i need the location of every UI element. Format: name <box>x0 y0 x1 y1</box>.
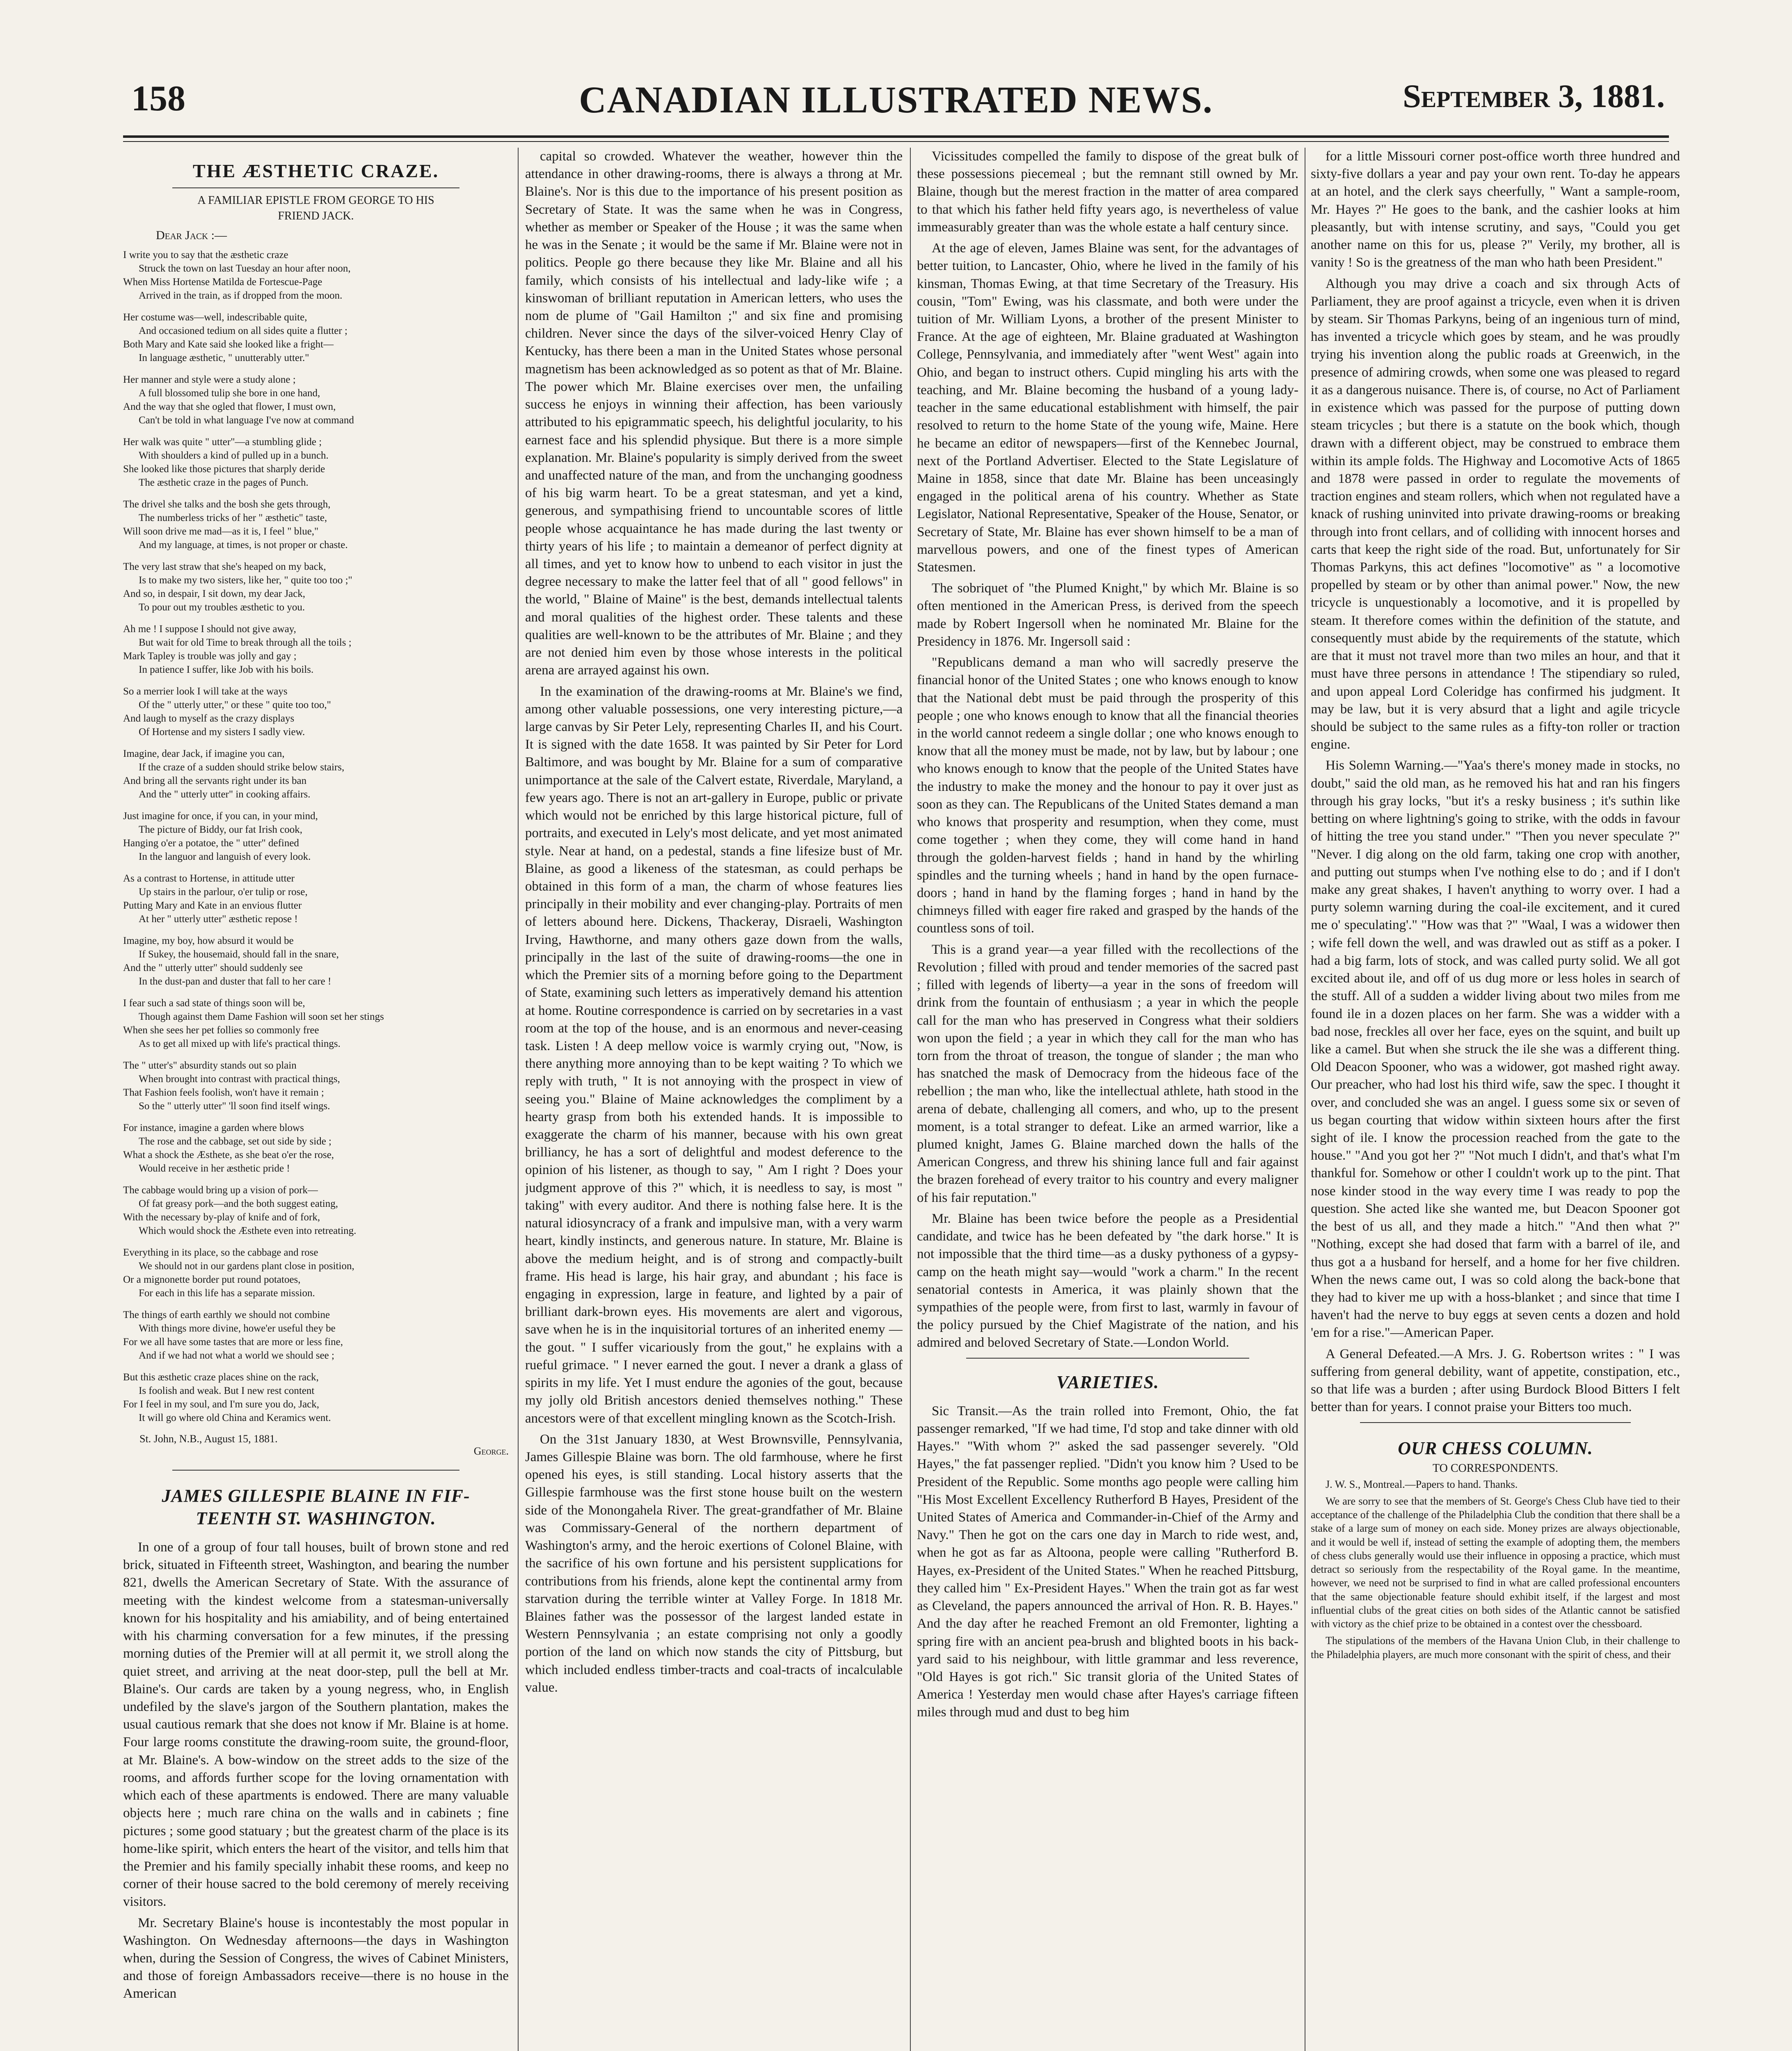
poem-line: Everything in its place, so the cabbage and rose <box>123 1247 318 1258</box>
varieties-body <box>917 1402 1298 1722</box>
poem-line: Of fat greasy pork—and the both suggest eating, <box>139 1198 338 1209</box>
paragraph: We are sorry to see that the members of St. George's Chess Club have tied to their acceptance of the challenge of the Philadelphia Club the condition that there shall be a stake of a large sum of money on each side. Money prizes are always objectionable, and it would be well if, instead of setting the example of adopting them, the members of chess clubs generally would use their influence in opposing a practice, which must detract so seriously from the respectability of the Royal game. In the meantime, however, we need not be surprised to find in what are called professional encounters that the same objectionable feature should exhibit itself, if the largest and most influential clubs of the great cities on both sides of the Atlantic cannot be satisfied with victory as the chief prize to be obtained in a contest over the chessboard. <box>1311 1495 1680 1630</box>
poem-stanza <box>123 1059 509 1113</box>
poem-stanza <box>123 747 509 801</box>
column-1 <box>123 148 509 2051</box>
poem-line: And so, in despair, I sit down, my dear Jack, <box>123 588 306 599</box>
poem-line: But this æsthetic craze places shine on the rack, <box>123 1372 319 1383</box>
poem-line: If the craze of a sudden should strike below stairs, <box>139 762 345 773</box>
poem-line: With the necessary by-play of knife and of fork, <box>123 1212 320 1223</box>
poem-line: So the " utterly utter" 'll soon find itself wings. <box>139 1101 330 1112</box>
poem-line: She looked like those pictures that sharply deride <box>123 464 325 475</box>
poem-line: When Miss Hortense Matilda de Fortescue-Page <box>123 276 322 288</box>
poem-line: The numberless tricks of her " æsthetic" taste, <box>139 512 327 523</box>
poem-stanza <box>123 809 509 863</box>
paragraph: Although you may drive a coach and six through Acts of Parliament, they are proof against a tricycle, even when it is driven by steam. Sir Thomas Parkyns, being of an ingenious turn of mind, has invented a tricycle which goes by steam, and he was proudly trying his invention along the public roads at Greenwich, in the presence of admiring crowds, when some one was pleased to regard it as a dangerous nuisance. There is, of course, no Act of Parliament in existence which was passed for the purpose of putting down steam tricycles ; but there is a statute on the book which, though drawn with a different object, may be construed to embrace them within its ample folds. The Highway and Locomotive Acts of 1865 and 1878 were passed in order to regulate the movements of traction engines and steam rollers, which when not regulated have a knack of rushing uninvited into private drawing-rooms or breaking through into front cellars, and of colliding with innocent horses and carts that keep the right side of the road. But, unfortunately for Sir Thomas Parkyns, this act defines "locomotive" as " a locomotive propelled by steam or by other than animal power." Now, the new tricycle is unquestionably a locomotive, and it is propelled by steam. It therefore comes within the definition of the statute, and consequently must abide by the requirements of the statute, which are that it must not travel more than two miles an hour, and that it must have three persons in attendance ! The stipendiary so ruled, and upon appeal Lord Coleridge has confirmed his judgment. It may be law, but it is very absurd that a light and agile tricycle should be subject to the same rules as a fifty-ton roller or traction engine. <box>1311 276 1680 752</box>
newspaper-title: CANADIAN ILLUSTRATED NEWS. <box>579 79 1213 121</box>
poem-stanza <box>123 685 509 739</box>
poem-line: Imagine, my boy, how absurd it would be <box>123 935 294 946</box>
poem-stanza <box>123 872 509 926</box>
column-3 <box>917 148 1298 2051</box>
paragraph: In the examination of the drawing-rooms at Mr. Blaine's we find, among other valuable possessions, one very interesting picture,—a large canvas by Sir Peter Lely, representing Charles II, and his Court. It is signed with the date 1658. It was painted by Sir Peter for Lord Baltimore, and was bought by Mr. Blaine for a sum of comparative unimportance at the sale of the Calvert estate, Riverdale, Maryland, a few years ago. There is not an art-gallery in Europe, public or private which would not be enriched by this large historical picture, full of portraits, and executed in Lely's most delicate, and yet most animated style. Near at hand, on a pedestal, stands a fine lifesize bust of Mr. Blaine, as good a likeness of the statesman, as could perhaps be obtained in this form of a man, the charm of whose features lies principally in their mobility and ever changing-play. Portraits of men of letters abound here. Dickens, Thackeray, Disraeli, Washington Irving, Hawthorne, and many others gaze down from the walls, principally in the last of the suite of drawing-rooms—the one in which the Premier sits of a morning before going to the Department of State, examining such letters as imperatively demand his attention at home. Routine correspondence is carried on by secretaries in a vast room at the top of the house, and is an enormous and never-ceasing task. Listen ! A deep mellow voice is warmly crying out, "Now, is there anything more annoying than to be kept waiting ? To which we reply with truth, " It is not annoying with the prospect in view of seeing you." Blaine of Maine acknowledges the compliment by a hearty grasp from both his extended hands. It is impossible to exaggerate the charm of his manner, because with his own great brilliancy, he has a sort of delightful and modest deference to the opinion of his listener, as though to say, " Am I right ? Does your judgment approve of this ?" which, it is needless to say, is most " taking" with every auditor. And there is nothing false here. It is the natural idiosyncracy of a frank and impulsive man, with a very warm heart, kindly instincts, and generous nature. In stature, Mr. Blaine is above the medium height, and is of strong and compactly-built frame. His head is large, his hair gray, and abundant ; his face is engaging in expression, large in feature, and lighted by a pair of brilliant dark-brown eyes. His movements are alert and vigorous, save when he is in the inquisitorial tortures of an inherited enemy —the gout. " I suffer vicariously from the gout," he explains with a rueful grimace. " I never earned the gout. I never a drank a glass of spirits in my life. Yet I must endure the agonies of the gout, because my jolly old British ancestors denied themselves nothing." These ancestors were of that excellent mingling known as the Scotch-Irish. <box>525 684 903 1426</box>
paragraph: A General Defeated.—A Mrs. J. G. Robertson writes : " I was suffering from general debility, want of appetite, constipation, etc., so that life was a burden ; after using Burdock Blood Bitters I felt better than for years. I connot praise your Bitters too much. <box>1311 1346 1680 1415</box>
poem-line: Hanging o'er a potatoe, the " utter" defined <box>123 838 299 849</box>
poem-line: The things of earth earthly we should not combine <box>123 1309 330 1320</box>
poem-stanza <box>123 435 509 489</box>
divider <box>1360 1422 1631 1423</box>
poem-line: In patience I suffer, like Job with his boils. <box>139 664 314 675</box>
column-4 <box>1311 148 1680 2051</box>
poem-line: The cabbage would bring up a vision of pork— <box>123 1185 318 1196</box>
poem-stanza <box>123 311 509 365</box>
masthead-rule-thin <box>123 141 1669 142</box>
paragraph: "Republicans demand a man who will sacredly preserve the financial honor of the United States ; one who knows enough to know that the National debt must be paid through the prosperity of this people ; one who knows enough to know that all the financial theories in the world cannot redeem a single dollar ; one who knows enough to know that all the money must be made, not by law, but by labour ; one who knows enough to know that the people of the United States have the industry to make the money and the honour to pay it over just as soon as they can. The Republicans of the United States demand a man who knows that prosperity and resumption, when they come, must come together ; when they come, they will come hand in hand through the golden-harvest fields ; hand in hand by the whirling spindles and the turning wheels ; hand in hand by the open furnace-doors ; hand in hand by the flaming forges ; hand in hand by the chimneys filled with eager fire raked and grasped by the hands of the countless sons of toil. <box>917 655 1298 936</box>
poem-line: Will soon drive me mad—as it is, I feel " blue," <box>123 526 319 537</box>
salutation: Dear Jack :— <box>156 228 227 242</box>
poem-line: Just imagine for once, if you can, in your mind, <box>123 811 318 822</box>
column-rule <box>518 148 519 2051</box>
article-body <box>123 1539 509 2003</box>
poem-line: Mark Tapley is trouble was jolly and gay ; <box>123 651 297 662</box>
poem-stanza <box>123 248 509 302</box>
poem-line: Up stairs in the parlour, o'er tulip or rose, <box>139 886 308 898</box>
poem-line: Of Hortense and my sisters I sadly view. <box>139 726 305 738</box>
column-2 <box>525 148 903 2051</box>
poem-line: Her walk was quite " utter"—a stumbling glide ; <box>123 436 322 448</box>
poem-line: We should not in our gardens plant close in position, <box>139 1261 354 1272</box>
paragraph: His Solemn Warning.—"Yaa's there's money made in stocks, no doubt," said the old man, as he removed his hat and ran his fingers through his gray locks, "but it's a resky business ; it's suthin like betting on where lightning's going to strike, with the odds in favour of hitting the tree you stand under." "Then you never speculate ?" "Never. I dig along on the old farm, taking one crop with another, and putting out stumps when I've nothing else to do ; and if I don't make any great shakes, I haven't anything to worry over. I had a purty solemn warning during the coal-ile excitement, and it cured me o' speculating'." "How was that ?" "Waal, I was a widower then ; wife fell down the well, and was drawled out as stiff as a poker. I had a big farm, lots of stock, and was called purty solid. We all got excited about ile, and off of us dug more or less holes in search of the stuff. All of a sudden a widder living about two miles from me found ile in a dozen places on her farm. She was a widder with a bad nose, freckles all over her face, eyes on the squint, and built up like a camel. But when she struck the ile she was a different thing. Old Deacon Spooner, who was a widower, got mashed right away. Our preacher, who had lost his third wife, saw the spec. I thought it over, and concluded she was an angel. I guess some six or seven of us began courting that widow within sixteen hours after the first sight of ile. I know the procession reached from the gate to the house." "And you got her ?" "Not much I didn't, and that's what I'm thankful for. Somehow or other I couldn't work up to the pint. That nose kinder stood in the way every time I was ready to pop the question. She acted like she wanted me, but Deacon Spooner got the best of us all, and they made a hitch." "And then what ?" "Nothing, except she had dosed that farm with a barrel of ile, and thus got a a husband for herself, and a home for her five children. When the news came out, I was so cold along the back-bone that they had to kiver me up with a hoss-blanket ; and since that time I haven't had the nerve to buy eggs at seven cents a dozen and hold 'em for a rise."—American Paper. <box>1311 758 1680 1341</box>
poem-line: The very last straw that she's heaped on my back, <box>123 561 326 572</box>
divider <box>172 1470 459 1471</box>
paragraph: Mr. Blaine has been twice before the people as a Presidential candidate, and twice has he been defeated by "the dark horse." It is not impossible that the third time—as a dusky pythoness of a gypsy-camp on the heath might say—would "work a charm." In the recent senatorial contests in America, it was plainly shown that the sympathies of the people were, from first to last, warmly in favour of the policy pursued by the Chief Magistrate of the nation, and his admired and beloved Secretary of State.—London World. <box>917 1211 1298 1350</box>
poem-line: With things more divine, howe'er useful they be <box>139 1323 336 1334</box>
paragraph: Sic Transit.—As the train rolled into Fremont, Ohio, the fat passenger remarked, "If we had time, I'd stop and take dinner with old Hayes." "With whom ?" asked the sad passenger severely. "Old Hayes," the fat passenger replied. "Didn't you know him ? Used to be President of the Republic. Some months ago people were calling him "His Most Excellent Excellency Rutherford B Hayes, President of the United States of America and Commander-in-Chief of the Army and Navy." Then he got on the cars one day in March to ride west, and, when he got as far as Altoona, people were calling "Rutherford B. Hayes, ex-President of the United States." When he reached Pittsburg, they called him " Ex-President Hayes." When the train got as far west as Cleveland, the papers announced the arrival of Hon. R. B. Hayes." And the day after he reached Fremont an old Fremonter, lighting a spring fire with an ancient pea-brush and blighted boots in his back-yard said to his neighbour, with little grammar and less reverence, "Old Hayes is got rich." Sic transit gloria of the United States of America ! Yesterday men would chase after Hayes's carriage fifteen miles through mud and dust to beg him <box>917 1403 1298 1720</box>
poem-signature: George. <box>473 1445 509 1457</box>
poem-line: If Sukey, the housemaid, should fall in the snare, <box>139 949 339 960</box>
poem-line: And occasioned tedium on all sides quite a flutter ; <box>139 325 347 336</box>
poem-stanza <box>123 1183 509 1238</box>
poem-line: The æsthetic craze in the pages of Punch. <box>139 477 309 488</box>
poem-line: In language æsthetic, " unutterably utter." <box>139 352 309 363</box>
poem-line: It will go where old China and Keramics went. <box>139 1412 331 1423</box>
poem-line: Would receive in her æsthetic pride ! <box>139 1163 290 1174</box>
poem-line: With shoulders a kind of pulled up in a bunch. <box>139 450 329 461</box>
poem-line: As to get all mixed up with life's practical things. <box>139 1038 341 1049</box>
poem-stanza <box>123 622 509 676</box>
column-rule <box>910 148 911 2051</box>
poem-line: The picture of Biddy, our fat Irish cook, <box>139 824 302 835</box>
poem-line: For each in this life has a separate mission. <box>139 1288 315 1299</box>
poem-line: When brought into contrast with practical things, <box>139 1073 340 1085</box>
poem-heading: THE ÆSTHETIC CRAZE. <box>192 160 439 181</box>
divider <box>172 187 459 188</box>
paragraph: At the age of eleven, James Blaine was sent, for the advantages of better tuition, to Lancaster, Ohio, where he lived in the family of his kinsman, Thomas Ewing, at that time Secretary of the Treasury. His cousin, "Tom" Ewing, was his classmate, and both were under the tuition of Mr. William Lyons, a brother of the present Minister to France. At the age of eighteen, Mr. Blaine graduated at Washington College, Pennsylvania, and immediately after "went West" again into Ohio, and began to instruct others. Cupid mingling his arts with the teaching, and Mr. Blaine becoming the husband of a young lady-teacher in the same educational establishment with himself, the pair resolved to return to the home State of the young wife, Maine. Here he became an editor of newspapers—first of the Kennebec Journal, next of the Portland Advertiser. Elected to the State Legislature of Maine in 1858, since that date Mr. Blaine has been unceasingly engaged in the political arena of his country. Whether as State Legislator, National Representative, Speaker of the House, Senator, or Secretary of State, Mr. Blaine has ever shown himself to be a man of marvellous powers, and one of the finest types of American Statesmen. <box>917 241 1298 575</box>
poem-line: Is to make my two sisters, like her, " quite too too ;" <box>139 575 352 586</box>
article-heading: JAMES GILLESPIE BLAINE IN FIF- <box>162 1486 470 1506</box>
poem-line: To pour out my troubles æsthetic to you. <box>139 602 305 613</box>
poem-line: Of the " utterly utter," or these " quite too too," <box>139 699 331 710</box>
poem-place-date: St. John, N.B., August 15, 1881. <box>139 1433 278 1445</box>
poem-line: For instance, imagine a garden where blows <box>123 1122 304 1133</box>
poem-line: Both Mary and Kate said she looked like a fright— <box>123 339 334 350</box>
poem-line: Her manner and style were a study alone ; <box>123 374 296 385</box>
poem-stanza <box>123 373 509 427</box>
poem-line: A full blossomed tulip she bore in one hand, <box>139 388 320 399</box>
poem-body <box>123 248 509 1425</box>
poem-stanza <box>123 1370 509 1425</box>
poem-line: And the " utterly utter" should suddenly see <box>123 962 303 973</box>
page-number: 158 <box>131 79 185 119</box>
chess-body <box>1311 1478 1680 1661</box>
masthead-rule <box>123 135 1669 138</box>
poem-line: Though against them Dame Fashion will soon set her stings <box>139 1011 384 1022</box>
paragraph: On the 31st January 1830, at West Brownsville, Pennsylvania, James Gillespie Blaine was born. The old farmhouse, where he first opened his eyes, is still standing. Local history asserts that the Gillespie farmhouse was the first stone house built on the western side of the Monongahela River. The great-grandfather of Mr. Blaine was Commissary-General of the northern department of Washington's army, and the heroic exertions of Colonel Blaine, with the sacrifice of his own fortune and his persistent supplications for contributions from his friends, alone kept the continental army from starvation during the terrible winter at Valley Forge. In 1818 Mr. Blaines father was the possessor of the largest landed estate in Western Pennsylvania ; an estate comprising not only a goodly portion of the land on which now stands the city of Pittsburg, but which included endless timber-tracts and coal-tracts of incalculable value. <box>525 1432 903 1695</box>
paragraph: capital so crowded. Whatever the weather, however thin the attendance in other drawing-rooms, there is always a throng at Mr. Blaine's. Nor is this due to the importance of his present position as Secretary of State. It was the same when he was in Congress, whether as member or Speaker of the House ; it was the same when he was in the Senate ; it would be the same if Mr. Blaine were not in politics. People go there because they like Mr. Blaine and all his family, which consists of his intellectual and lady-like wife ; a kinswoman of brilliant reputation in American letters, who uses the nom de plume of "Gail Hamilton ;" and six fine and promising children. Never since the days of the silver-voiced Henry Clay of Kentucky, has there been a man in the United States whose personal magnetism has been acknowledged as so potent as that of Mr. Blaine. The power which Mr. Blaine exercises over men, the unfailing success he enjoys in winning their affection, has been variously attributed to his epigrammatic speech, his delightful jocularity, to his earnest face and his splendid physique. But there is a more simple explanation. Mr. Blaine's popularity is simply derived from the sweet and unaffected nature of the man, and from the unchanging goodness of his big warm heart. To be a great statesman, and yet a kind, generous, and sympathising friend to uncountable scores of little people whose acquaintance he has made during the last twenty or thirty years of his life ; to maintain a demeanor of perfect dignity at all times, and yet to know how to unbend to each visitor in just the degree necessary to make the latter feel that of all " good fellows" in the world, " Blaine of Maine" is the best, demands intellectual talents and moral qualities of the highest order. These talents and these qualities are well-known to be the attributes of Mr. Blaine ; and they are not denied him even by those whose interests in the political arena are arrayed against his own. <box>525 149 903 678</box>
poem-line: But wait for old Time to break through all the toils ; <box>139 637 352 648</box>
issue-date: September 3, 1881. <box>1403 78 1665 114</box>
poem-subheading: A FAMILIAR EPISTLE FROM GEORGE TO HIS <box>197 194 434 207</box>
chess-heading: OUR CHESS COLUMN. <box>1398 1438 1593 1458</box>
poem-line: Ah me ! I suppose I should not give away, <box>123 624 296 635</box>
poem-line: And laugh to myself as the crazy displays <box>123 713 295 724</box>
poem-line: Putting Mary and Kate in an envious flutter <box>123 900 302 911</box>
poem-stanza <box>123 560 509 614</box>
section-heading: VARIETIES. <box>1056 1372 1159 1392</box>
article-body <box>525 148 903 1697</box>
poem-line: And the " utterly utter" in cooking affairs. <box>139 789 311 800</box>
article-body <box>917 148 1298 1352</box>
poem-line: Or a mignonette border put round potatoes, <box>123 1274 301 1285</box>
poem-line: Struck the town on last Tuesday an hour after noon, <box>139 263 351 274</box>
paragraph: J. W. S., Montreal.—Papers to hand. Thanks. <box>1326 1478 1518 1490</box>
poem-line: Her costume was—well, indescribable quite, <box>123 312 307 323</box>
poem-line: Imagine, dear Jack, if imagine you can, <box>123 748 285 759</box>
poem-stanza <box>123 996 509 1051</box>
poem-line: The rose and the cabbage, set out side by side ; <box>139 1136 331 1147</box>
masthead <box>123 78 1669 127</box>
paragraph: The stipulations of the members of the Havana Union Club, in their challenge to the Philadelphia players, are much more consonant with the spirit of chess, and their <box>1311 1635 1680 1660</box>
paragraph: In one of a group of four tall houses, built of brown stone and red brick, situated in Fifteenth street, Washington, and bearing the number 821, dwells the American Secretary of State. With the assurance of meeting with the kindest welcome from a statesman-universally known for his hospitality and his amiability, and of being entertained with his charming conversation for a few minutes, if the pressing morning duties of the Premier will at all permit it, we stroll along the quiet street, and arriving at the neat door-step, pull the bell at Mr. Blaine's. Our cards are taken by a young negress, who, in English undefiled by the slave's jargon of the Southern plantation, makes the usual cautious remark that she does not know if Mr. Blaine is at home. Four large rooms constitute the drawing-room suite, the ground-floor, at Mr. Blaine's. A bow-window on the street adds to the size of the rooms, and affords further scope for the loving ornamentation with which each of these apartments is endowed. There are many valuable objects here ; much rare china on the walls and in cabinets ; fine pictures ; some good statuary ; but the greatest charm of the place is its home-like spirit, which enters the heart of the visitor, and tells him that the Premier and his family specially inhabit these rooms, and keep no corner of their house sacred to the bold ceremony of merely receiving visitors. <box>123 1540 509 1909</box>
poem-stanza <box>123 498 509 552</box>
poem-line: When she sees her pet follies so commonly free <box>123 1025 319 1036</box>
divider <box>966 1358 1249 1359</box>
poem-line: And bring all the servants right under its ban <box>123 775 307 786</box>
poem-stanza <box>123 1308 509 1362</box>
poem-stanza <box>123 934 509 988</box>
poem-line: I fear such a sad state of things soon will be, <box>123 998 305 1009</box>
paragraph: Mr. Secretary Blaine's house is incontestably the most popular in Washington. On Wednesday afternoons—the days in Washington when, during the Session of Congress, the wives of Cabinet Ministers, and those of foreign Ambassadors receive—there is no house in the American <box>123 1915 509 2001</box>
poem-line: So a merrier look I will take at the ways <box>123 686 288 697</box>
poem-line: For I feel in my soul, and I'm sure you do, Jack, <box>123 1399 320 1410</box>
poem-line: As a contrast to Hortense, in attitude utter <box>123 873 295 884</box>
poem-line: The drivel she talks and the bosh she gets through, <box>123 499 331 510</box>
paragraph: The sobriquet of "the Plumed Knight," by which Mr. Blaine is so often mentioned in the American Press, is derived from the speech made by Robert Ingersoll when he nominated Mr. Blaine for the Presidency in 1876. Mr. Ingersoll said : <box>917 581 1298 649</box>
paragraph: Vicissitudes compelled the family to dispose of the great bulk of these possessions piecemeal ; but the remnant still owned by Mr. Blaine, though but the merest fraction in the matter of area compared to that which his father held fifty years ago, is nevertheless of value immeasurably greater than was the whole estate a half century since. <box>917 149 1298 235</box>
chess-subheading: TO CORRESPONDENTS. <box>1433 1462 1558 1475</box>
poem-line: Arrived in the train, as if dropped from the moon. <box>139 290 343 301</box>
poem-line: In the languor and languish of every look. <box>139 851 311 862</box>
poem-line: And my language, at times, is not proper or chaste. <box>139 539 348 550</box>
poem-line: In the dust-pan and duster that fall to her care ! <box>139 976 331 987</box>
poem-line: At her " utterly utter" æsthetic repose ! <box>139 914 298 925</box>
poem-line: The " utter's" absurdity stands out so plain <box>123 1060 297 1071</box>
article-heading: TEENTH ST. WASHINGTON. <box>196 1508 436 1528</box>
poem-line: Can't be told in what language I've now at command <box>139 415 354 426</box>
paragraph: for a little Missouri corner post-office worth three hundred and sixty-five dollars a year and pay your own rent. To-day he appears at an hotel, and the clerk says cheerfully, " Want a sample-room, Mr. Hayes ?" He goes to the bank, and the cashier looks at him pleasantly, but with intense scrutiny, and says, "Could you get another name on this for us, please ?" Verily, my brother, all is vanity ! So is the greatness of the man who hath been President." <box>1311 149 1680 270</box>
poem-line: And the way that she ogled that flower, I must own, <box>123 401 336 412</box>
varieties-body <box>1311 148 1680 1416</box>
poem-line: What a shock the Æsthete, as she beat o'er the rose, <box>123 1149 334 1160</box>
poem-line: That Fashion feels foolish, won't have it remain ; <box>123 1087 324 1098</box>
poem-line: For we all have some tastes that are more or less fine, <box>123 1336 343 1348</box>
poem-stanza <box>123 1121 509 1175</box>
poem-subheading: FRIEND JACK. <box>278 210 354 222</box>
poem-stanza <box>123 1246 509 1300</box>
poem-line: I write you to say that the æsthetic craze <box>123 249 288 260</box>
poem-line: And if we had not what a world we should see ; <box>139 1350 334 1361</box>
paragraph: This is a grand year—a year filled with the recollections of the Revolution ; filled with proud and tender memories of the sacred past ; filled with legends of liberty—a year in the sons of freedom will drink from the fountain of enthusiasm ; a year in which the people call for the man who has preserved in Congress what their soldiers won upon the field ; a year in which they call for the man who has torn from the throat of treason, the tongue of slander ; the man who has snatched the mask of Democracy from the hideous face of the rebellion ; the man who, like the intellectual athlete, hath stood in the arena of debate, challenging all comers, and who, up to the present moment, is a total stranger to defeat. Like an armed warrior, like a plumed knight, James G. Blaine marched down the halls of the American Congress, and threw his shining lance full and fair against the brazen forehead of every traitor to his country and every maligner of his fair reputation." <box>917 942 1298 1205</box>
poem-line: Is foolish and weak. But I new rest content <box>139 1385 315 1396</box>
poem-line: Which would shock the Æsthete even into retreating. <box>139 1225 357 1236</box>
